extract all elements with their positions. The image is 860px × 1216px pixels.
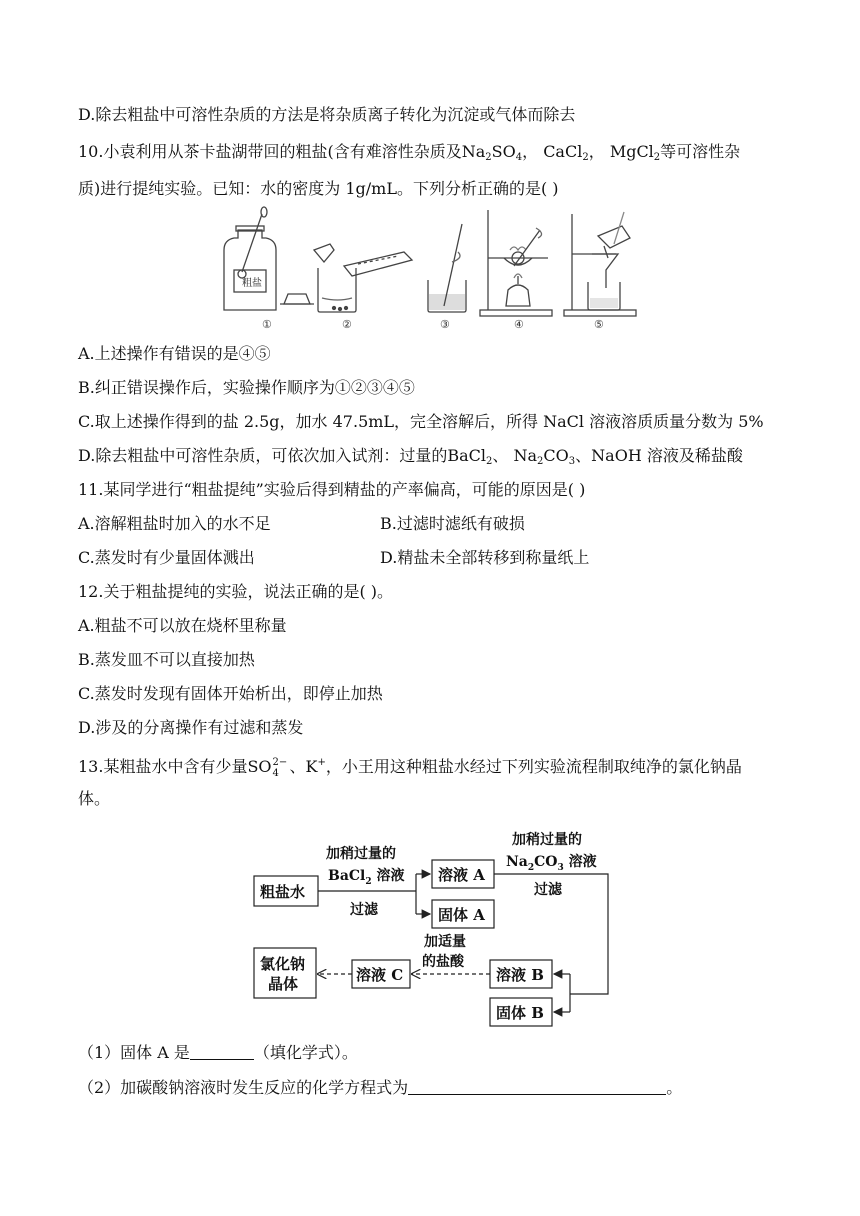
step3-line2: 的盐酸 [422, 954, 464, 970]
q12-option-d: D.涉及的分离操作有过滤和蒸发 [78, 718, 304, 737]
beaker-pour-icon [314, 244, 412, 312]
jar-label: 粗盐 [242, 278, 262, 289]
reagent-jar-icon [224, 207, 276, 310]
step3-line1: 加适量 [424, 934, 466, 950]
step2-line1: 加稍过量的 [512, 832, 582, 848]
q11-option-c: C.蒸发时有少量固体溅出 [78, 548, 255, 567]
q12-option-c: C.蒸发时发现有固体开始析出，即停止加热 [78, 684, 383, 703]
q12-option-a: A.粗盐不可以放在烧杯里称量 [78, 616, 287, 635]
label-solid-b: 固体 B [496, 1004, 544, 1022]
q10-option-b: B.纠正错误操作后，实验操作顺序为①②③④⑤ [78, 378, 415, 397]
filtration-setup-icon [564, 212, 636, 316]
step1-line1: 加稍过量的 [326, 846, 396, 862]
q10-option-a: A.上述操作有错误的是④⑤ [78, 344, 271, 363]
q13-stem-line2: 体。 [78, 789, 111, 808]
answer-blank-1[interactable] [190, 1043, 254, 1060]
q10-option-d: D.除去粗盐中可溶性杂质，可依次加入试剂：过量的BaCl$_2$、 $Na_2CO_3$、NaOH 溶液及稀盐酸 [78, 446, 743, 467]
q10-stem-line1: 10.小袁利用从茶卡盐湖带回的粗盐(含有难溶性杂质及$Na_2SO_4$， CaCl$_2$， MgCl$_2$等可溶性杂 [78, 142, 741, 163]
formula-na2so4: $Na_2SO_4$ [461, 142, 523, 163]
evaporation-stand-icon [480, 210, 552, 316]
label-nacl-line1: 氯化钠 [260, 955, 306, 973]
label-nacl-line2: 晶体 [268, 975, 299, 993]
step2-line2: $Na_2CO_3$ 溶液 [506, 854, 597, 873]
q13-sub1: （1）固体 A 是 （填化学式）。 [78, 1043, 358, 1062]
label-solid-a: 固体 A [438, 906, 485, 924]
step-label-2: ② [342, 318, 352, 331]
step-label-5: ⑤ [594, 318, 604, 331]
ion-potassium: K+ [305, 757, 326, 776]
weighing-boat-icon [280, 294, 314, 304]
q11-option-a: A.溶解粗盐时加入的水不足 [78, 514, 271, 533]
step-label-4: ④ [514, 318, 524, 331]
step-label-1: ① [262, 318, 272, 331]
formula-mgcl2: MgCl$_2$ [609, 142, 661, 163]
q9-option-d: D.除去粗盐中可溶性杂质的方法是将杂质离子转化为沉淀或气体而除去 [78, 105, 576, 124]
q11-option-b: B.过滤时滤纸有破损 [380, 514, 525, 533]
step1-line2: BaCl$_2$ 溶液 [328, 868, 405, 887]
q10-stem-text1: 10.小袁利用从茶卡盐湖带回的粗盐(含有难溶性杂质及 [78, 142, 462, 161]
q13-stem-line1: 13.某粗盐水中含有少量SO 4 2− 、K+，小王用这种粗盐水经过下列实验流程制取纯净的氯化钠晶 [78, 757, 742, 779]
formula-na2co3: $Na_2CO_3$ [513, 446, 576, 467]
step1-line3: 过滤 [350, 902, 378, 918]
q13-flow-diagram [240, 822, 620, 1032]
answer-blank-2[interactable] [408, 1078, 666, 1095]
q11-option-d: D.精盐未全部转移到称量纸上 [380, 548, 590, 567]
ion-sulfate: SO 4 2− [247, 757, 288, 779]
formula-bacl2: BaCl$_2$ [447, 446, 493, 467]
q13-sub2: （2）加碳酸钠溶液时发生反应的化学方程式为 。 [78, 1078, 683, 1097]
label-crude-brine: 粗盐水 [260, 883, 306, 901]
q11-stem: 11.某同学进行“粗盐提纯”实验后得到精盐的产率偏高，可能的原因是( ) [78, 480, 586, 499]
label-solution-c: 溶液 C [356, 966, 404, 984]
q10-option-c: C.取上述操作得到的盐 2.5g，加水 47.5mL，完全溶解后，所得 NaCl 溶液溶质质量分数为 5% [78, 412, 764, 431]
label-solution-b: 溶液 B [496, 966, 544, 984]
q10-stem-text2: 等可溶性杂 [660, 142, 741, 161]
step-label-3: ③ [440, 318, 450, 331]
q12-option-b: B.蒸发皿不可以直接加热 [78, 650, 255, 669]
label-solution-a: 溶液 A [438, 866, 485, 884]
q10-apparatus-figure [218, 206, 642, 332]
q10-stem-line2: 质)进行提纯实验。已知：水的密度为 1g/mL。下列分析正确的是( ) [78, 179, 559, 198]
stirring-beaker-icon [428, 224, 466, 312]
step2-line3: 过滤 [534, 882, 562, 898]
formula-cacl2: CaCl$_2$ [543, 142, 589, 163]
q12-stem: 12.关于粗盐提纯的实验，说法正确的是( )。 [78, 582, 394, 601]
